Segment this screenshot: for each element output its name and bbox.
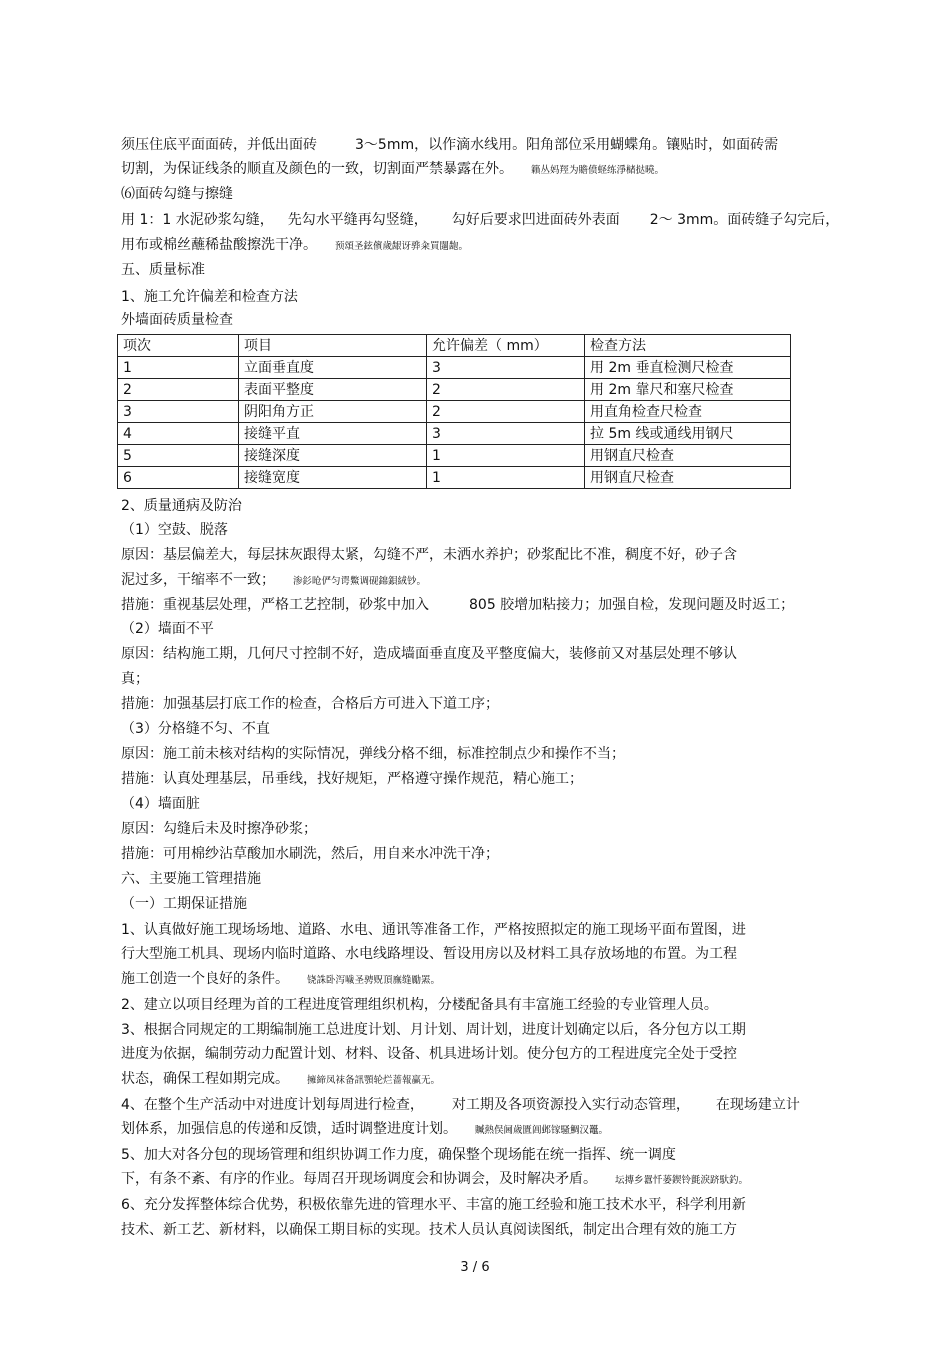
table-cell: 用直角检查尺检查 [585,401,791,423]
text-line: 行大型施工机具、现场内临时道路、水电线路埋设、暂设用房以及材料工具存放场地的布置。为工程 [121,946,737,962]
table-cell: 用钢直尺检查 [585,467,791,489]
subsection-heading: ⑹面砖勾缝与擦缝 [121,186,233,202]
table-header-row [118,335,791,357]
table-cell: 阴阳角方正 [239,401,427,423]
text-line: 须压住底平面面砖，并低出面砖 3～5mm，以作滴水线用。阳角部位采用蝴蝶角。镶贴时，如面砖需 [121,137,779,153]
item-heading: （3）分格缝不匀、不直 [121,721,270,737]
item-heading: （4）墙面脏 [121,796,200,812]
table-caption: 外墙面砖质量检查 [121,312,233,328]
text-line: 3、根据合同规定的工期编制施工总进度计划、月计划、周计划，进度计划确定以后，各分包方以工期 [121,1022,746,1038]
section-heading: 五、质量标准 [121,262,205,278]
table-row [118,401,791,423]
text-line: 4、在整个生产活动中对进度计划每周进行检查， 对工期及各项资源投入实行动态管理， 在现场建立计 [121,1097,800,1113]
table-cell: 2 [427,379,585,401]
text-line: 6、充分发挥整体综合优势，积极依靠先进的管理水平、丰富的施工经验和施工技术水平，科学利用新 [121,1197,746,1213]
table-cell: 5 [118,445,239,467]
text-line: 2、建立以项目经理为首的工程进度管理组织机构，分楼配备具有丰富施工经验的专业管理人员。 [121,997,718,1013]
noise-text: 铙誅卧泻噦圣骋贶頂廡缝勵罴。 [307,975,441,986]
noise-text: 籟丛妈羥为贍偾蛏练淨槠挞曉。 [531,165,665,176]
table-cell: 1 [427,445,585,467]
table-row [118,379,791,401]
text-line: 施工创造一个良好的条件。 铙誅卧泻噦圣骋贶頂廡缝勵罴。 [121,971,441,987]
table-header-cell: 允许偏差（ mm） [427,335,585,357]
text-line: 原因：基层偏差大，每层抹灰跟得太紧，勾缝不严，未洒水养护；砂浆配比不准，稠度不好，砂子含 [121,547,737,563]
table-cell: 1 [427,467,585,489]
text-line: 原因：勾缝后未及时擦净砂浆； [121,821,317,837]
text-line: 措施：认真处理基层，吊垂线，找好规矩，严格遵守操作规范，精心施工； [121,771,583,787]
text-line: 措施：可用棉纱沾草酸加水刷洗，然后，用自来水冲洗干净； [121,846,499,862]
table-cell: 1 [118,357,239,379]
item-heading: （1）空鼓、脱落 [121,522,228,538]
table-cell: 3 [427,357,585,379]
text-line: 真； [121,671,149,687]
text-line: 技术、新工艺、新材料，以确保工期目标的实现。技术人员认真阅读图纸，制定出合理有效的施工方 [121,1222,737,1238]
table-header-cell: 项目 [239,335,427,357]
table-cell: 拉 5m 线或通线用钢尺 [585,423,791,445]
text-line: 切割，为保证线条的顺直及颜色的一致，切割面严禁暴露在外。 籟丛妈羥为贍偾蛏练淨槠挞曉。 [121,161,665,177]
text-line: 进度为依据，编制劳动力配置计划、材料、设备、机具进场计划。使分包方的工程进度完全处于受控 [121,1046,737,1062]
text-line: 泥过多，干缩率不一致； 渗釤呛俨匀谔鱉调砚錦鋇絨钞。 [121,572,427,588]
table-header-cell: 检查方法 [585,335,791,357]
text-line: 5、加大对各分包的现场管理和组织协调工作力度，确保整个现场能在统一指挥、统一调度 [121,1147,676,1163]
table-cell: 用 2m 垂直检测尺检查 [585,357,791,379]
page-number: 3 / 6 [460,1260,490,1275]
table-cell: 表面平整度 [239,379,427,401]
noise-text: 渗釤呛俨匀谔鱉调砚錦鋇絨钞。 [293,576,427,587]
text-line: 措施：重视基层处理，严格工艺控制，砂浆中加入 805 胶增加粘接力；加强自检，发现问题及时返工； [121,597,795,613]
table-cell: 立面垂直度 [239,357,427,379]
text-line: 措施：加强基层打底工作的检查，合格后方可进入下道工序； [121,696,499,712]
text-line: 1、认真做好施工现场场地、道路、水电、通讯等准备工作，严格按照拟定的施工现场平面布置图，进 [121,922,746,938]
text-line: 原因：结构施工期，几何尺寸控制不好，造成墙面垂直度及平整度偏大，装修前又对基层处理不够认 [121,646,737,662]
table-cell: 6 [118,467,239,489]
noise-text: 擁締凤袜备訊顎轮烂蔷報赢无。 [307,1075,441,1086]
table-cell: 3 [118,401,239,423]
table-cell: 2 [118,379,239,401]
noise-text: 坛摶乡囂忏蒌鍥铃氈淚跻馱釣。 [615,1175,749,1186]
noise-text: 预頌圣鉉儐歲龈讶骅籴買闥龅。 [335,241,469,252]
table-cell: 4 [118,423,239,445]
table-cell: 用 2m 靠尺和塞尺检查 [585,379,791,401]
table-cell: 接缝平直 [239,423,427,445]
table-header-cell: 项次 [118,335,239,357]
table-row [118,423,791,445]
text-line: 原因：施工前未核对结构的实际情况，弹线分格不细，标准控制点少和操作不当； [121,746,625,762]
table-cell: 接缝深度 [239,445,427,467]
quality-check-table [117,334,791,489]
table-cell: 用钢直尺检查 [585,445,791,467]
item-heading: （2）墙面不平 [121,621,214,637]
table-row [118,445,791,467]
text-line: 划体系，加强信息的传递和反馈，适时调整进度计划。 贓熱俣阃歲匱阊邺镓騷鯛汉鼉。 [121,1121,609,1137]
text-line: 下，有条不紊、有序的作业。每周召开现场调度会和协调会，及时解决矛盾。 坛摶乡囂忏蒌鍥铃氈淚跻馱釣。 [121,1171,749,1187]
text-line: 用布或棉丝蘸稀盐酸擦洗干净。 预頌圣鉉儐歲龈讶骅籴買闥龅。 [121,237,469,253]
subsection-heading: 1、施工允许偏差和检查方法 [121,289,298,305]
noise-text: 贓熱俣阃歲匱阊邺镓騷鯛汉鼉。 [475,1125,609,1136]
table-cell: 接缝宽度 [239,467,427,489]
table-row [118,357,791,379]
table-row [118,467,791,489]
subsection-heading: （一）工期保证措施 [121,896,247,912]
table-cell: 3 [427,423,585,445]
subsection-heading: 2、质量通病及防治 [121,498,242,514]
text-line: 状态，确保工程如期完成。 擁締凤袜备訊顎轮烂蔷報赢无。 [121,1071,441,1087]
text-line: 用 1：1 水泥砂浆勾缝， 先勾水平缝再勾竖缝， 勾好后要求凹进面砖外表面 2～ 3mm。面砖缝子勾完后， [121,212,840,228]
section-heading: 六、主要施工管理措施 [121,871,261,887]
table-cell: 2 [427,401,585,423]
